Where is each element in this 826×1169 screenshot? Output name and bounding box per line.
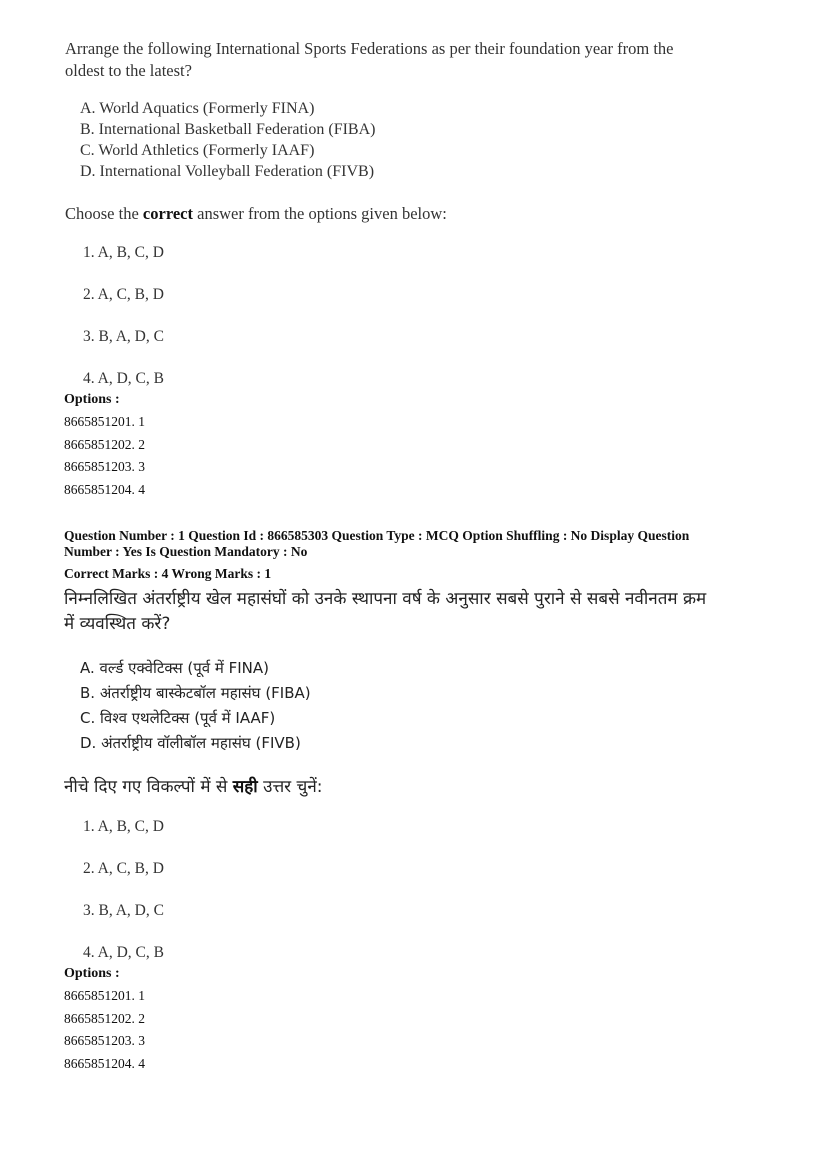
option-code-1: 8665851201. 1 [64,414,145,429]
hindi-option-code-4: 8665851204. 4 [64,1056,145,1071]
hindi-options-label: Options : [64,966,120,981]
list-item-a: A. World Aquatics (Formerly FINA) [80,100,315,117]
option-code-2: 8665851202. 2 [64,437,145,452]
hindi-answer-option-3: 3. B, A, D, C [83,902,164,919]
hindi-question-line-1: निम्नलिखित अंतर्राष्ट्रीय खेल महासंघों को उनके स्थापना वर्ष के अनुसार सबसे पुराने से सबसे नवीनतम क्रम [64,589,707,609]
list-item-b: B. International Basketball Federation (FIBA) [80,121,376,138]
hindi-answer-option-1: 1. A, B, C, D [83,818,164,835]
hindi-choose-instruction: नीचे दिए गए विकल्पों में से सही उत्तर चुनें: [64,777,323,797]
hindi-list-item-b: B. अंतर्राष्ट्रीय बास्केटबॉल महासंघ (FIBA) [80,684,311,702]
question-meta-line-1: Question Number : 1 Question Id : 866585303 Question Type : MCQ Option Shuffling : No Display Question [64,528,690,543]
list-item-c: C. World Athletics (Formerly IAAF) [80,142,315,159]
question-text-line-2: oldest to the latest? [65,61,192,80]
question-meta-line-2: Number : Yes Is Question Mandatory : No [64,544,308,559]
hindi-option-code-1: 8665851201. 1 [64,988,145,1003]
answer-option-3: 3. B, A, D, C [83,328,164,345]
options-label: Options : [64,392,120,407]
answer-option-1: 1. A, B, C, D [83,244,164,261]
hindi-question-line-2: में व्यवस्थित करें? [64,614,171,634]
question-text-line-1: Arrange the following International Sports Federations as per their foundation year from the [65,39,674,58]
hindi-list-item-c: C. विश्व एथलेटिक्स (पूर्व में IAAF) [80,709,276,727]
option-code-3: 8665851203. 3 [64,459,145,474]
hindi-list-item-a: A. वर्ल्ड एक्वेटिक्स (पूर्व में FINA) [80,659,270,677]
answer-option-2: 2. A, C, B, D [83,286,164,303]
hindi-option-code-3: 8665851203. 3 [64,1033,145,1048]
hindi-answer-option-2: 2. A, C, B, D [83,860,164,877]
hindi-answer-option-4: 4. A, D, C, B [83,944,164,961]
hindi-option-code-2: 8665851202. 2 [64,1011,145,1026]
answer-option-4: 4. A, D, C, B [83,370,164,387]
option-code-4: 8665851204. 4 [64,482,145,497]
question-meta [64,528,764,560]
choose-instruction: Choose the correct answer from the options given below: [65,204,447,223]
marks-info: Correct Marks : 4 Wrong Marks : 1 [64,566,272,581]
list-item-d: D. International Volleyball Federation (FIVB) [80,163,375,180]
hindi-list-item-d: D. अंतर्राष्ट्रीय वॉलीबॉल महासंघ (FIVB) [80,734,301,752]
